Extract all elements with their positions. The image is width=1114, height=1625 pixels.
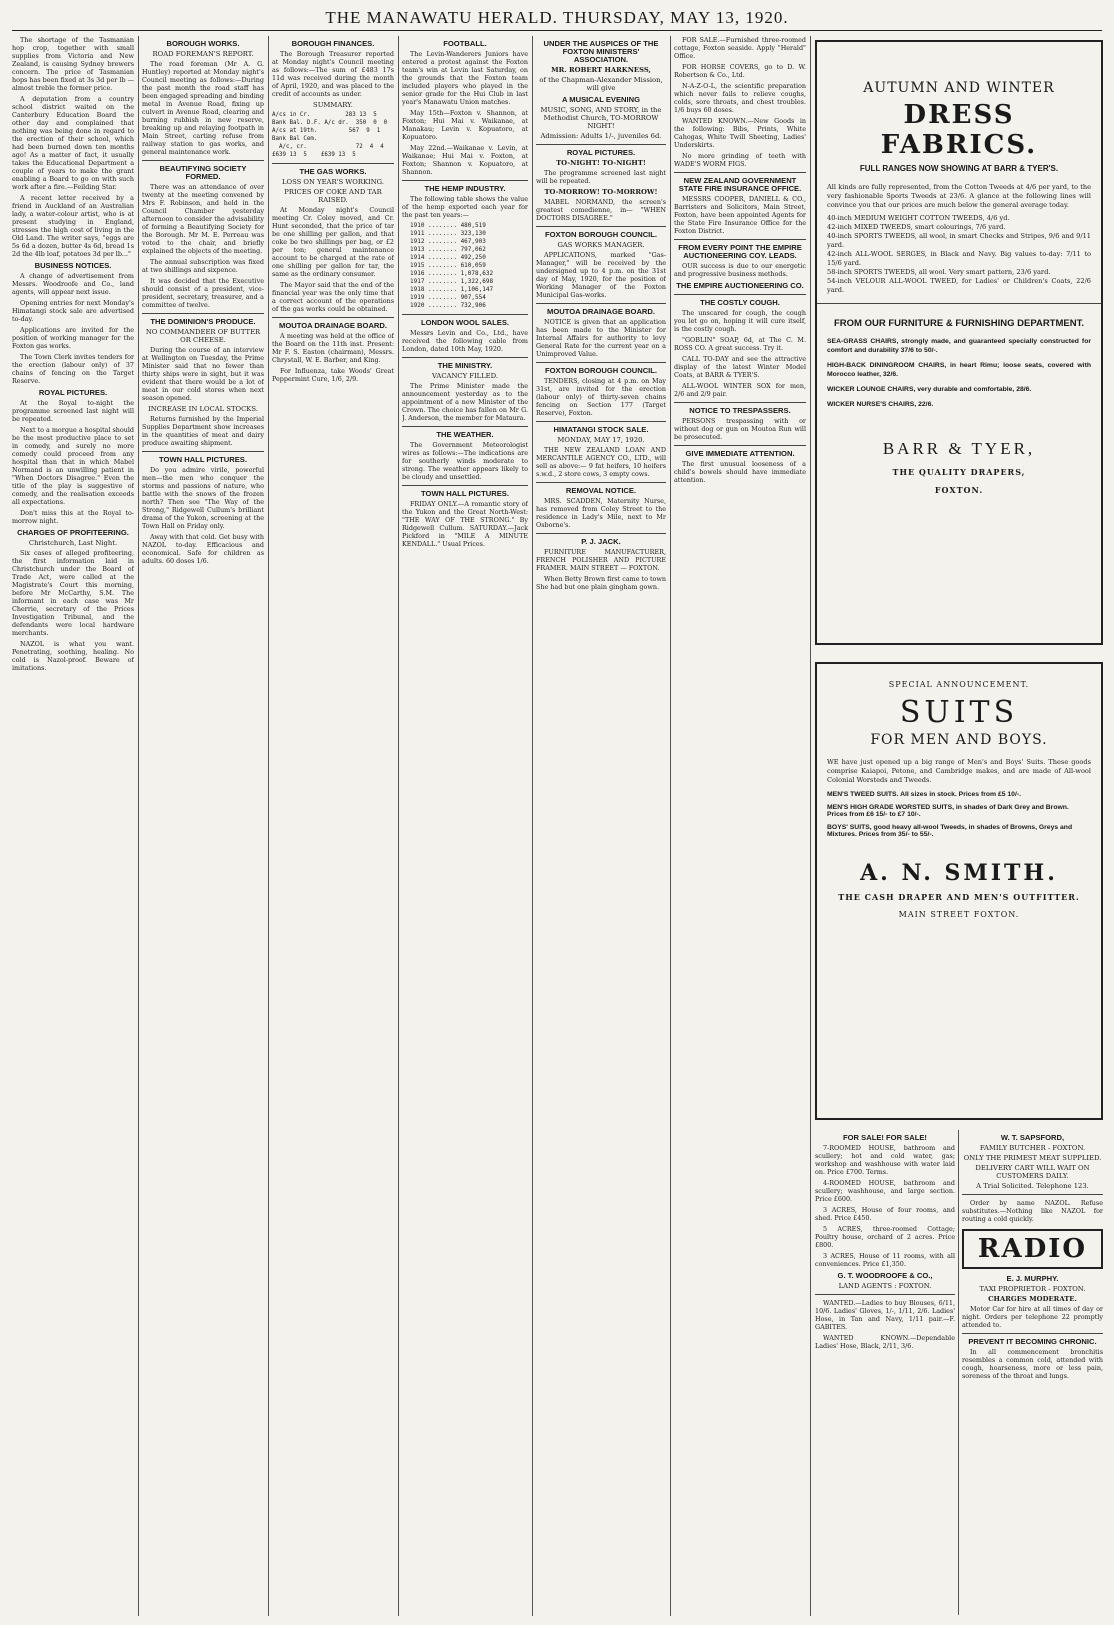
property-listing: 4-ROOMED HOUSE, bathroom and scullery; washhouse, and large section. Price £600. xyxy=(815,1179,955,1203)
firm-name: BARR & TYER, xyxy=(882,439,1036,458)
ad-line: DELIVERY CART WILL WAIT ON CUSTOMERS DAILY. xyxy=(975,1164,1090,1180)
article-text: During the course of an interview at Wellington on Tuesday, the Prime Minister said that no fewer than thirty ships were in sight, but it was evident that there would be a lot of meat in our cold stores when next season opened. xyxy=(142,346,264,402)
firm-address: MAIN STREET FOXTON. xyxy=(898,910,1020,919)
chair-item: SEA-GRASS CHAIRS, strongly made, and guaranteed specially constructed for comfort and durability 37/6 to 50/-. xyxy=(827,338,1091,354)
divider xyxy=(402,357,528,358)
headline-beautifying-society: BEAUTIFYING SOCIETY FORMED. xyxy=(159,164,247,181)
headline-borough-council: FOXTON BOROUGH COUNCIL. xyxy=(544,366,658,375)
ad-text: OUR success is due to our energetic and progressive business methods. xyxy=(674,262,806,278)
divider xyxy=(536,362,666,363)
chair-item: WICKER LOUNGE CHAIRS, very durable and comfortable, 28/6. xyxy=(827,386,1032,393)
column-2 xyxy=(142,36,264,1616)
summary-label: SUMMARY. xyxy=(313,101,353,109)
headline-ministers-association: UNDER THE AUSPICES OF THE FOXTON MINISTERS' ASSOCIATION. xyxy=(543,39,659,64)
headline-for-sale: FOR SALE! FOR SALE! xyxy=(843,1133,927,1142)
divider xyxy=(536,144,666,145)
divider xyxy=(674,445,806,446)
property-listing: 5 ACRES, three-roomed Cottage; Poultry house, orchard of 2 acres. Price £800. xyxy=(815,1225,955,1249)
suits-advertisement xyxy=(815,662,1103,1120)
column-8-lower xyxy=(962,1130,1103,1620)
performer-name: MR. ROBERT HARKNESS, xyxy=(551,66,651,74)
fabric-item: 40-inch SPORTS TWEEDS, all wool, in smart Checks and Stripes, 9/6 and 9/11 yard. xyxy=(827,232,1091,249)
article-text: Away with that cold. Get busy with NAZOL to-day. Efficacious and economical. Safe for children as adults. 60 doses 1/6. xyxy=(142,533,264,565)
subheadline: MONDAY, MAY 17, 1920. xyxy=(557,436,645,444)
subheadline: NO COMMANDEER OF BUTTER OR CHEESE. xyxy=(145,328,261,344)
subheadline: GAS WORKS MANAGER. xyxy=(557,241,645,249)
property-listing: 3 ACRES, House of 11 rooms, with all conveniences. Price £1,350. xyxy=(815,1252,955,1268)
classified-ad: FOR SALE.—Furnished three-roomed cottage, Foxton seaside. Apply "Herald" Office. xyxy=(674,36,806,60)
divider xyxy=(815,1294,955,1295)
headline-stock-sale: HIMATANGI STOCK SALE. xyxy=(553,425,649,434)
article-text: The Government Meteorologist wires as follows:—The indications are for southerly winds moderate to strong. The weather appears likely to be cloudy and unsettled. xyxy=(402,441,528,481)
ad-line: ONLY THE PRIMEST MEAT SUPPLIED. xyxy=(963,1154,1102,1162)
hemp-row: 1917 ........ 1,322,698 xyxy=(410,278,494,285)
headline-trespassers: NOTICE TO TRESPASSERS. xyxy=(689,406,791,415)
article-text: For Influenza, take Woods' Great Peppermint Cure, 1/6, 2/9. xyxy=(272,367,394,383)
classified-ad: ALL-WOOL WINTER SOX for men, 2/6 and 2/9 pair. xyxy=(674,382,806,398)
article-text: NAZOL is what you want. Penetrating, soothing, healing. No cold is Nazol-proof. Beware of imitations. xyxy=(12,640,134,672)
ad-text: The first unusual looseness of a child's bowels should have immediate attention. xyxy=(674,460,806,484)
ad-body: All kinds are fully represented, from the Cotton Tweeds at 4/6 per yard, to the very fashionable Sports Tweeds at 23/6. A glance at the following lines will convince you that our prices are much below the general average today. xyxy=(827,183,1091,209)
article-text: There was an attendance of over twenty at the meeting convened by Mrs F. Robinson, and held in the Council Chamber yesterday afternoon to consider the advisability of forming a Beautifying Society for the Borough. Mr M. E. Perreau was voted to the chair, and briefly explained the objects of the meeting. xyxy=(142,183,264,255)
headline-borough-works: BOROUGH WORKS. xyxy=(166,39,240,48)
classified-ad: "GOBLIN" SOAP, 6d, at The C. M. ROSS CO. A great success. Try it. xyxy=(674,336,806,352)
ad-heading: SPECIAL ANNOUNCEMENT. xyxy=(888,680,1030,689)
taxi-tagline: TAXI PROPRIETOR - FOXTON. xyxy=(979,1285,1086,1293)
article-text: A recent letter received by a friend in Auckland of an Australian lady, a water-colour artist, who is at present studying in England, stresses the high cost of living in the Old Land. The writer says, "eggs are 5s 6d a dozen, butter 4s 6d, bread 1s 2d the 4lb loaf, potatoes 3d per lb..." xyxy=(12,194,134,258)
divider xyxy=(962,1194,1103,1195)
summary-row: £639 13 5 £639 13 5 xyxy=(272,152,356,158)
firm-name: A. N. SMITH. xyxy=(860,860,1058,886)
firm-town: FOXTON. xyxy=(934,485,984,495)
column-divider xyxy=(268,36,269,1616)
column-7-lower xyxy=(815,1130,955,1620)
ad-text: When Betty Brown first came to town She had but one plain gingham gown. xyxy=(536,575,666,591)
headline-immediate-attention: GIVE IMMEDIATE ATTENTION. xyxy=(685,449,795,458)
divider xyxy=(674,294,806,295)
article-text: FRIDAY ONLY.—A romantic story of the Yukon and the Great North-West: "THE WAY OF THE STRONG." By Ridgewell Cullum. SATURDAY.—Jack Pickford in "MILE A MINUTE KENDALL." Usual Prices. xyxy=(402,500,528,548)
subheadline: LOSS ON YEAR'S WORKING. xyxy=(281,178,384,186)
article-text: The Mayor said that the end of the financial year was the only time that a correct account of the operations of the gas works could be obtained. xyxy=(272,281,394,313)
ad-subheading: FOR MEN AND BOYS. xyxy=(870,732,1048,748)
headline-the-ministry: THE MINISTRY. xyxy=(437,361,493,370)
hemp-row: 1910 ........ 480,519 xyxy=(410,222,486,229)
column-divider xyxy=(398,36,399,1616)
classified-ad: WANTED KNOWN.—Dependable Ladies' Hose, Black, 2/11, 3/6. xyxy=(815,1334,955,1350)
article-text: The Borough Treasurer reported at Monday night's Council meeting as follows:—The sum of £483 17s 11d was received during the month of April, 1920, and was placed to the credit of accounts as under. xyxy=(272,50,394,98)
divider xyxy=(962,1333,1103,1334)
divider xyxy=(536,482,666,483)
divider xyxy=(272,317,394,318)
article-text: At Monday night's Council meeting Cr. Coley moved, and Cr. Hunt seconded, that the price of tar be one shilling per gallon, and that coke be two shillings per bag, or £2 per ton; general maintenance account to be charged at the rate of one shilling per gallon for tar, the same as the ordinary consumer. xyxy=(272,206,394,278)
headline-removal-notice: REMOVAL NOTICE. xyxy=(565,486,637,495)
article-text: Applications are invited for the position of working manager for the Foxton gas works. xyxy=(12,326,134,350)
chair-list xyxy=(827,337,1091,409)
hemp-row: 1914 ........ 492,250 xyxy=(410,254,486,261)
article-text: Don't miss this at the Royal to-morrow night. xyxy=(12,509,134,525)
classified-ad: FOR HORSE COVERS, go to D. W. Robertson & Co., Ltd. xyxy=(674,63,806,79)
article-text: A meeting was held at the office of the Board on the 11th inst. Present: Mr F. S. Easton (chairman), Messrs. Chrystall, W. E. Barber, and King. xyxy=(272,332,394,364)
summary-row: Bank Bal. D.F. A/c dr. 350 0 0 xyxy=(272,120,388,126)
divider xyxy=(817,303,1101,304)
butcher-tagline: FAMILY BUTCHER - FOXTON. xyxy=(979,1144,1086,1152)
fabric-item: 58-inch SPORTS TWEEDS, all wool. Very smart pattern, 23/6 yard. xyxy=(827,268,1051,276)
headline-moutoa-drainage: MOUTOA DRAINAGE BOARD. xyxy=(279,321,387,330)
fabric-item: 40-inch MEDIUM WEIGHT COTTON TWEEDS, 4/6 yd. xyxy=(827,214,1010,222)
headline-profiteering: CHARGES OF PROFITEERING. xyxy=(17,528,129,537)
article-text: The Levin-Wanderers Juniors have entered a protest against the Foxton team's win at Levin last Saturday, on the grounds that the Foxton team included players who played in the senior grade for the Hui Club in last year's Manawatu Union matches. xyxy=(402,50,528,106)
ad-text: APPLICATIONS, marked "Gas-Manager," will be received by the undersigned up to 4 p.m. on the 31st day of May, 1920, for the position of Working Manager of the Foxton Municipal Gas-works. xyxy=(536,251,666,299)
divider xyxy=(536,421,666,422)
butcher-name: W. T. SAPSFORD, xyxy=(1000,1133,1065,1142)
divider xyxy=(142,313,264,314)
ad-text: FURNITURE MANUFACTURER, FRENCH POLISHER AND PICTURE FRAMER. MAIN STREET — FOXTON. xyxy=(536,548,666,572)
fabric-item: 42-inch MIXED TWEEDS, smart colourings, 7/6 yard. xyxy=(827,223,1006,231)
headline-borough-finances: BOROUGH FINANCES. xyxy=(291,39,375,48)
property-listing: 3 ACRES, House of four rooms, and shed. Price £450. xyxy=(815,1206,955,1222)
taxi-name: E. J. MURPHY. xyxy=(1006,1274,1059,1283)
article-text: The Town Clerk invites tenders for the erection (labour only) of 37 chains of fencing on the Target Reserve. xyxy=(12,353,134,385)
ad-text: TENDERS, closing at 4 p.m. on May 31st, are invited for the erection (labour only) of thirty-seven chains fencing on Section 177 (Target Reserve), Foxton. xyxy=(536,377,666,417)
article-text: Messrs Levin and Co., Ltd., have received the following cable from London, dated 10th May, 1920. xyxy=(402,329,528,353)
fabric-list xyxy=(827,214,1091,295)
article-text: At the Royal to-night the programme screened last night will be repeated. xyxy=(12,399,134,423)
article-text: The road foreman (Mr A. G. Huntley) reported at Monday night's Council meeting as follows:—During the past month the road staff has been engaged spreading and binding metal in Avenue Road, fixing up culvert in Avenue Road, clearing and burning rubbish in new reserve, breaking up and relaying footpath in Main Street, carting refuse from railway station to gas works, and general maintenance work. xyxy=(142,60,264,156)
suit-item: MEN'S TWEED SUITS. All sizes in stock. Prices from £5 10/-. xyxy=(827,791,1021,798)
summary-row: A/cs at 19th. 567 9 1 xyxy=(272,128,381,134)
column-divider xyxy=(958,1130,959,1615)
headline-state-fire-insurance: NEW ZEALAND GOVERNMENT STATE FIRE INSURANCE OFFICE. xyxy=(678,176,802,193)
headline-pj-jack: P. J. JACK. xyxy=(581,537,621,546)
classified-ad: N-A-Z-O-L, the scientific preparation which never fails to relieve coughs, colds, sore throats, and chest troubles. 1/6 buys 60 doses. xyxy=(674,82,806,114)
classified-ad: No more grinding of teeth with WADE'S WORM FIGS. xyxy=(674,152,806,168)
ad-text: PERSONS trespassing with or without dog or gun on Moutoa Run will be prosecuted. xyxy=(674,417,806,441)
masthead: THE MANAWATU HERALD. THURSDAY, MAY 13, 1920. xyxy=(325,8,789,27)
ad-line: A Trial Solicited. Telephone 123. xyxy=(976,1182,1089,1190)
column-1 xyxy=(12,36,134,1616)
divider xyxy=(674,402,806,403)
column-5 xyxy=(536,36,666,1616)
article-text: Returns furnished by the Imperial Supplies Department show increases in the quantities of meat and dairy produce awaiting shipment. xyxy=(142,415,264,447)
divider xyxy=(536,533,666,534)
ad-line: MUSIC, SONG, AND STORY, in the Methodist Church, TO-MORROW NIGHT! xyxy=(540,106,662,130)
divider xyxy=(402,180,528,181)
ad-heading-large: SUITS xyxy=(899,695,1019,730)
headline-borough-council: FOXTON BOROUGH COUNCIL. xyxy=(544,230,658,239)
divider xyxy=(674,239,806,240)
hemp-table xyxy=(410,222,528,310)
hemp-row: 1912 ........ 467,903 xyxy=(410,238,486,245)
chair-item: HIGH-BACK DININGROOM CHAIRS, in heart Rimu; loose seats, covered with Morocco leather, 32/6. xyxy=(827,362,1091,378)
headline-empire-auctioneering-co: THE EMPIRE AUCTIONEERING CO. xyxy=(676,281,804,290)
ad-body: WE have just opened up a big range of Men's and Boys' Suits. These goods comprise Kaiapoi, Petone, and Cambridge makes, and are made of All-wool Colonial Worsteds and Tweeds. xyxy=(827,758,1091,784)
headline-royal-pictures: ROYAL PICTURES. xyxy=(566,148,636,157)
article-text: May 15th—Foxton v. Shannon, at Foxton; Hui Mai v. Waikanae, at Manakau; Levin v. Kopuatoro, at Kopuatoro. xyxy=(402,109,528,141)
subheadline: PRICES OF COKE AND TAR RAISED. xyxy=(284,188,382,204)
hemp-row: 1919 ........ 907,554 xyxy=(410,294,486,301)
ad-text: THE NEW ZEALAND LOAN AND MERCANTILE AGENCY CO., LTD., will sell as above:— 9 fat heifers, 10 heifers s.w.d., 2 store cows, 3 empty cows. xyxy=(536,446,666,478)
article-text: A change of advertisement from Messrs. Woodroofe and Co., land agents, will appear next issue. xyxy=(12,272,134,296)
furniture-heading: FROM OUR FURNITURE & FURNISHING DEPARTMENT. xyxy=(834,318,1084,329)
suit-item: BOYS' SUITS, good heavy all-wool Tweeds, in shades of Browns, Greys and Mixtures. Prices from 35/- to 55/-. xyxy=(827,824,1073,838)
headline-town-hall-pictures: TOWN HALL PICTURES. xyxy=(421,489,509,498)
subheadline: ROAD FOREMAN'S REPORT. xyxy=(152,50,254,58)
column-divider xyxy=(138,36,139,1616)
agent-name: G. T. WOODROOFE & CO., xyxy=(837,1271,933,1280)
article-text: Do you admire virile, powerful men—the men who conquer the storms and passions of nature, who battle with the snows of the frozen north? Then see "The Way of the Strong," Ridgewell Cullum's brilliant drama of the Yukon, screening at the Town Hall on Friday only. xyxy=(142,466,264,530)
article-text: Six cases of alleged profiteering, the first information laid in Christchurch under the Board of Trade Act, were called at the Magistrate's Court this morning, before Mr McCarthy, S.M. The informant in each case was Mr Cherrie, secretary of the Prices Investigation Tribunal, and the defendants were local hardware merchants. xyxy=(12,549,134,637)
classified-ad: CALL TO-DAY and see the attractive display of the latest Winter Model Coats, at BARR & TYER'S. xyxy=(674,355,806,379)
agent-tagline: LAND AGENTS : FOXTON. xyxy=(838,1282,932,1290)
article-text: Opening entries for next Monday's Himatangi stock sale are advertised to-day. xyxy=(12,299,134,323)
column-divider xyxy=(532,36,533,1616)
fabric-item: 42-inch ALL-WOOL SERGES, in Black and Navy. Big values to-day: 7/11 to 15/6 yard. xyxy=(827,250,1091,267)
article-text: The annual subscription was fixed at two shillings and sixpence. xyxy=(142,258,264,274)
article-text: It was decided that the Executive should consist of a president, vice-president, secretary, treasurer, and a committee of twelve. xyxy=(142,277,264,309)
property-listing: 7-ROOMED HOUSE, bathroom and scullery; hot and cold water, gas; workshop and washhouse with water laid on. Price £700. Terms. xyxy=(815,1144,955,1176)
headline-the-weather: THE WEATHER. xyxy=(436,430,494,439)
summary-table xyxy=(272,111,394,159)
summary-row: Bank Bal Cem. xyxy=(272,136,318,142)
ad-line: of the Chapman-Alexander Mission, will give xyxy=(539,76,663,92)
article-text: May 22nd.—Waikanae v. Levin, at Waikanae; Hui Mai v. Foxton, at Foxton; Shannon v. Kopuatoro, at Shannon. xyxy=(402,144,528,176)
headline-business-notices: BUSINESS NOTICES. xyxy=(34,261,112,270)
ad-text: The programme screened last night will be repeated. xyxy=(536,169,666,185)
masthead-rule xyxy=(12,30,1102,31)
article-text: The shortage of the Tasmanian hop crop, together with small supplies from Victoria and New Zealand, is causing Sydney brewers concern. The price of Tasmanian hops has been fixed at 3s 3d per lb —almost treble the former price. xyxy=(12,36,134,92)
headline-empire-auctioneering: FROM EVERY POINT THE EMPIRE AUCTIONEERING COY. LEADS. xyxy=(678,243,802,260)
hemp-row: 1913 ........ 797,062 xyxy=(410,246,486,253)
headline-dominions-produce: THE DOMINION'S PRODUCE. xyxy=(150,317,256,326)
subheadline: VACANCY FILLED. xyxy=(431,372,499,380)
hemp-row: 1911 ........ 323,130 xyxy=(410,230,486,237)
subheadline: INCREASE IN LOCAL STOCKS. xyxy=(148,405,258,413)
headline-town-hall-pictures: TOWN HALL PICTURES. xyxy=(159,455,247,464)
article-text: Next to a morgue a hospital should be the most productive place to set in comedy, and surely no more comedy could proceed from any hospital than that in which Mabel Normand is an unwilling patient in "When Doctors Disagree." Even the title of the play is suggestive of comedy, and the realisation exceeds all expectations. xyxy=(12,426,134,506)
ad-subheading: FULL RANGES NOW SHOWING AT BARR & TYER'S. xyxy=(859,164,1059,173)
hemp-row: 1916 ........ 1,078,632 xyxy=(410,270,494,277)
divider xyxy=(142,160,264,161)
summary-row: A/c, cr. 72 4 4 xyxy=(272,144,384,150)
article-text: A deputation from a country school district waited on the Canterbury Education Board the other day and complained that nothing was being done in regard to the erection of their school, which had been burned down ten months ago! As a matter of fact, it usually takes the Educational Department a couple of years to make the grant enabling a Board to go on with such work after a fire.—Feilding Star. xyxy=(12,95,134,191)
headline-hemp-industry: THE HEMP INDUSTRY. xyxy=(424,184,506,193)
divider xyxy=(402,314,528,315)
fabric-item: 54-inch VELOUR ALL-WOOL TWEED, for Ladies' or Children's Coats, 22/6 yard. xyxy=(827,277,1091,294)
firm-tagline: THE CASH DRAPER AND MEN'S OUTFITTER. xyxy=(838,892,1080,902)
headline-london-wool-sales: LONDON WOOL SALES. xyxy=(420,318,510,327)
ad-text: MABEL NORMAND, the screen's greatest comedienne, in— "WHEN DOCTORS DISAGREE." xyxy=(536,198,666,222)
divider xyxy=(536,226,666,227)
chair-item: WICKER NURSE'S CHAIRS, 22/6. xyxy=(827,401,934,408)
ad-text: The unscared for cough, the cough you let go on, hoping it will cure itself, is the costly cough. xyxy=(674,309,806,333)
ad-heading: AUTUMN AND WINTER xyxy=(863,80,1055,96)
headline-gas-works: THE GAS WORKS. xyxy=(299,167,367,176)
hemp-row: 1920 ........ 732,906 xyxy=(410,302,486,309)
column-4 xyxy=(402,36,528,1616)
headline-football: FOOTBALL. xyxy=(443,39,487,48)
ad-text: Motor Car for hire at all times of day or night. Orders per telephone 22 promptly attended to. xyxy=(962,1305,1103,1329)
classified-ad: WANTED KNOWN.—New Goods in the following: Bibs, Prints, White Cahogas, White Twill Sheeting, Ladies' Underskirts. xyxy=(674,117,806,149)
barr-tyer-advertisement xyxy=(815,40,1103,645)
radio-logo: RADIO xyxy=(962,1229,1103,1269)
ad-heading-large: DRESS FABRICS. xyxy=(880,100,1038,160)
divider xyxy=(536,303,666,304)
divider xyxy=(142,451,264,452)
headline-moutoa-drainage: MOUTOA DRAINAGE BOARD. xyxy=(547,307,655,316)
column-3 xyxy=(272,36,394,1616)
ad-line: TO-MORROW! TO-MORROW! xyxy=(544,188,658,196)
ad-line: Admission: Adults 1/-, juveniles 6d. xyxy=(540,132,662,140)
divider xyxy=(402,426,528,427)
divider xyxy=(272,163,394,164)
ad-title: A MUSICAL EVENING xyxy=(561,95,641,104)
classified-ad: WANTED.—Ladies to buy Blouses, 6/11, 10/6. Ladies' Gloves, 1/-, 1/11, 2/6. Ladies' Hose, in Tan and Navy, 1/11 pair.—F. GABITES. xyxy=(815,1299,955,1331)
suit-item: MEN'S HIGH GRADE WORSTED SUITS, in shades of Dark Grey and Brown. Prices from £6 15/- to £7 10/-. xyxy=(827,804,1069,818)
headline-chronic: PREVENT IT BECOMING CHRONIC. xyxy=(968,1337,1097,1346)
hemp-row: 1918 ........ 1,106,147 xyxy=(410,286,494,293)
hemp-row: 1915 ........ 610,059 xyxy=(410,262,486,269)
headline-royal-pictures: ROYAL PICTURES. xyxy=(38,388,108,397)
ad-text: MRS. SCADDEN, Maternity Nurse, has removed from Coley Street to the residence in Lady's Mile, next to Mr Osborne's. xyxy=(536,497,666,529)
headline-costly-cough: THE COSTLY COUGH. xyxy=(700,298,780,307)
column-divider xyxy=(670,36,671,1616)
classified-ad: Order by name NAZOL. Refuse substitutes.—Nothing like NAZOL for routing a cold quickly. xyxy=(962,1199,1103,1223)
column-6 xyxy=(674,36,806,1616)
article-text: The Prime Minister made the announcement yesterday as to the appointment of a new Minister of the Crown. The choice has fallen on Mr G. J. Anderson, the member for Mataura. xyxy=(402,382,528,422)
ad-text: MESSRS COOPER, DANIELL & CO., Barristers and Solicitors, Main Street, Foxton, have been appointed Agents for the State Fire Insurance Office for the Foxton District. xyxy=(674,195,806,235)
firm-tagline: THE QUALITY DRAPERS, xyxy=(892,467,1026,477)
column-divider xyxy=(810,36,811,1616)
ad-text: In all commencement bronchitis resembles a common cold, attended with cough, hoarseness, more or less pain, soreness of the throat and lungs. xyxy=(962,1348,1103,1380)
ad-line: TO-NIGHT! TO-NIGHT! xyxy=(556,159,646,167)
article-text: The following table shows the value of the hemp exported each year for the past ten years:— xyxy=(402,195,528,219)
summary-row: A/cs in Cr. 283 13 5 xyxy=(272,112,377,118)
divider xyxy=(674,172,806,173)
dateline: Christchurch, Last Night. xyxy=(28,539,118,547)
ad-text: NOTICE is given that an application has been made to the Minister for Internal Affairs for authority to levy General Rate for the current year on a Unimproved Value. xyxy=(536,318,666,358)
ad-line: CHARGES MODERATE. xyxy=(988,1295,1077,1303)
divider xyxy=(402,485,528,486)
